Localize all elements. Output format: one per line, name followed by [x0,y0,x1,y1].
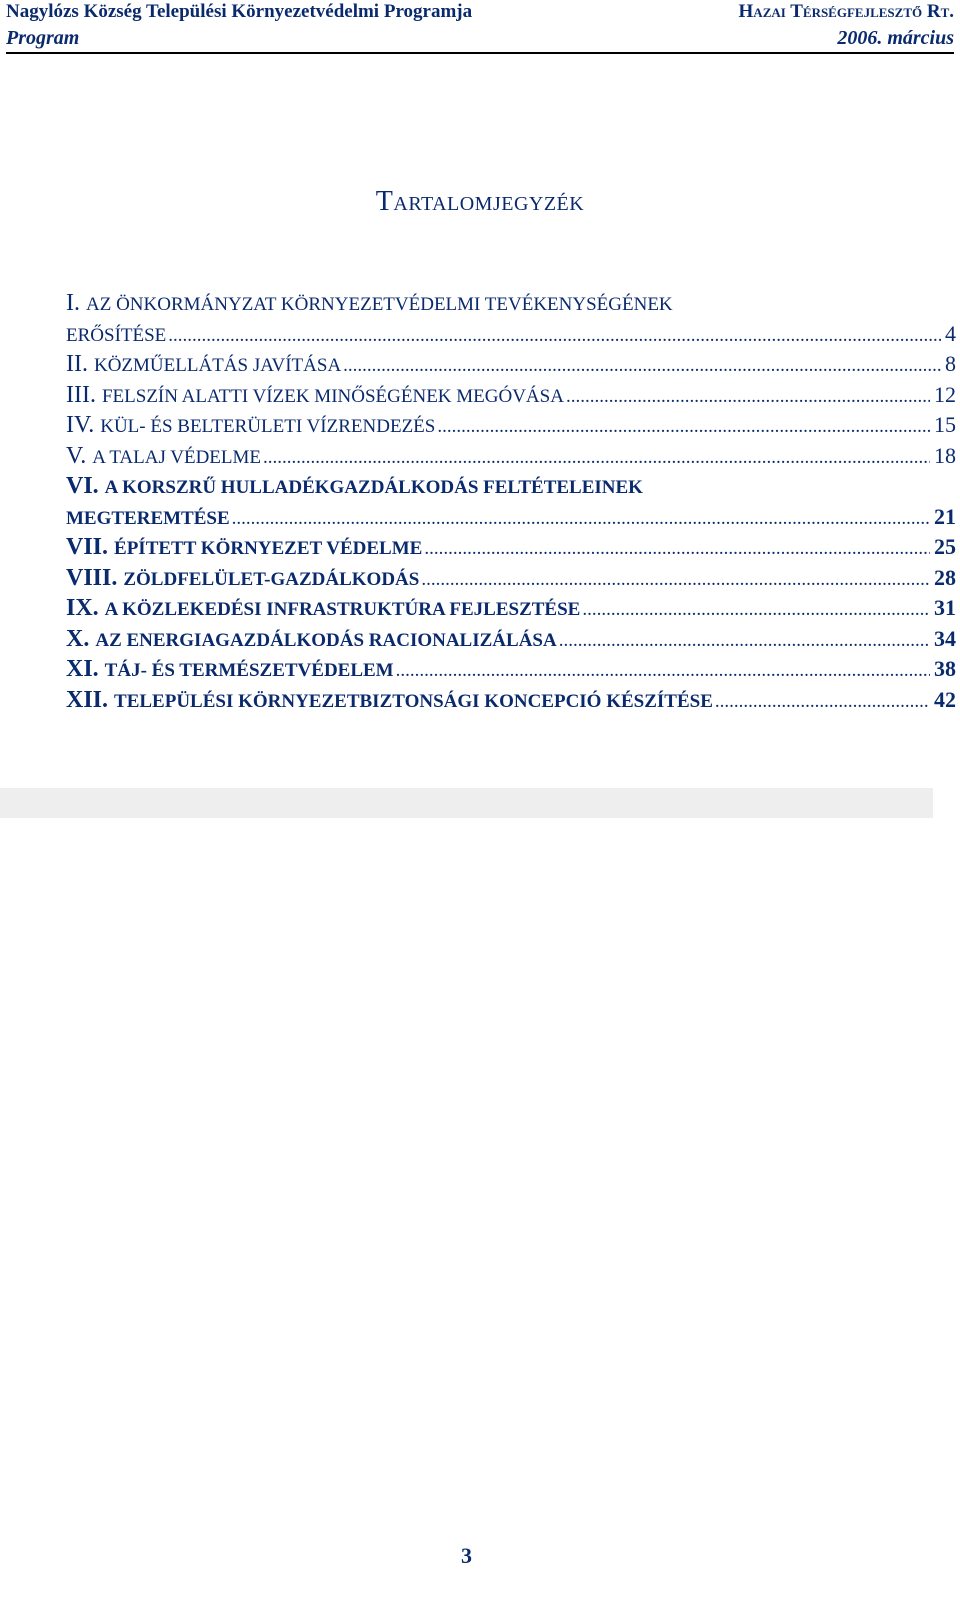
toc-entry-text: A KORSZRŰ HULLADÉKGAZDÁLKODÁS FELTÉTELEINEK [104,477,643,498]
toc-entry[interactable] [66,290,956,351]
toc-entry[interactable] [66,412,956,443]
toc-leader-dots [168,325,941,347]
toc-entry[interactable] [66,687,956,718]
toc-leader-dots [424,538,930,560]
toc-entry-number: XI. [66,656,99,682]
document-subtitle: Program [6,27,80,49]
toc-page-number: 12 [934,381,956,407]
toc-entry-number: IV. [66,412,95,438]
toc-entry-text: KÜL- ÉS BELTERÜLETI VÍZRENDEZÉS [100,416,436,437]
toc-page-number: 21 [934,503,956,529]
toc-leader-dots [421,569,930,591]
toc-entry-line [66,351,956,382]
toc-entry-number: V. [66,442,87,469]
toc-page-number: 18 [934,442,956,468]
toc-page-number: 8 [945,351,956,376]
toc-entry-number: III. [66,381,96,408]
toc-leader-dots [582,599,930,621]
toc-entry-line [66,656,956,687]
toc-page-number: 15 [934,412,956,437]
company-name: Hazai Térségfejlesztő Rt. [738,1,954,22]
toc-entry-line [66,443,956,474]
toc-entry-text-continued: ERŐSÍTÉSE [66,324,167,346]
toc-entry-text: AZ ÖNKORMÁNYZAT KÖRNYEZETVÉDELMI TEVÉKENYSÉGÉNEK [86,294,673,315]
toc-page-number: 42 [934,686,956,712]
toc-entry-number: IX. [66,595,99,621]
toc-title: Tartalomjegyzék [375,186,585,217]
toc-entry-line [66,595,956,626]
toc-entry-line [66,290,956,321]
page-header [6,0,954,54]
toc-entry-line [66,534,956,565]
toc-entry-text: ÉPÍTETT KÖRNYEZET VÉDELME [114,538,423,559]
toc-entry-text: FELSZÍN ALATTI VÍZEK MINŐSÉGÉNEK MEGÓVÁSA [101,385,564,407]
toc-entry-number: II. [66,351,88,377]
toc-page-number: 25 [934,534,956,559]
document-date: 2006. március [837,27,954,49]
toc-entry-number: X. [66,625,90,652]
toc-page-number: 31 [934,595,956,620]
toc-page-number: 38 [934,656,956,681]
toc-entry[interactable] [66,595,956,626]
toc-leader-dots [396,660,930,682]
toc-page-number: 28 [934,564,956,590]
toc-entry-text: KÖZMŰELLÁTÁS JAVÍTÁSA [93,355,342,376]
toc-leader-dots [343,355,941,377]
toc-entry-text: A KÖZLEKEDÉSI INFRASTRUKTÚRA FEJLESZTÉSE [104,599,581,620]
toc-entry[interactable] [66,656,956,687]
toc-entry-line [66,473,956,504]
toc-leader-dots [232,508,930,530]
toc-entry[interactable] [66,534,956,565]
toc-entry-text-continued: MEGTEREMTÉSE [66,507,230,529]
toc-leader-dots [715,691,930,713]
toc-entry-text: A TALAJ VÉDELME [92,446,262,468]
toc-entry-number: VII. [66,534,109,560]
toc-page-number: 34 [934,625,956,651]
toc-entry[interactable] [66,565,956,596]
toc-entry-line [66,412,956,443]
toc-entry-text: TÁJ- ÉS TERMÉSZETVÉDELEM [104,660,394,681]
toc-entry-line [66,382,956,413]
toc-entry[interactable] [66,382,956,413]
toc-entry-number: I. [66,290,80,316]
toc-entry-number: VI. [66,473,99,499]
toc-entry[interactable] [66,626,956,657]
toc-leader-dots [559,630,930,652]
document-title: Nagylózs Község Települési Környezetvédelmi Programja [6,1,473,22]
toc-entry[interactable] [66,473,956,534]
table-of-contents [66,290,956,717]
toc-page-number: 4 [945,320,956,346]
gray-separator-band [0,788,933,818]
toc-entry-text: TELEPÜLÉSI KÖRNYEZETBIZTONSÁGI KONCEPCIÓ KÉSZÍTÉSE [114,690,713,712]
toc-entry-line [66,626,956,657]
toc-entry-number: VIII. [66,564,118,591]
toc-entry-line [66,687,956,718]
toc-entry-line [66,504,956,535]
toc-entry[interactable] [66,443,956,474]
toc-entry-line [66,321,956,352]
toc-entry-line [66,565,956,596]
toc-leader-dots [263,447,930,469]
toc-leader-dots [437,416,930,438]
page-number: 3 [461,1543,472,1568]
toc-entry[interactable] [66,351,956,382]
toc-entry-text: ZÖLDFELÜLET-GAZDÁLKODÁS [123,568,420,590]
toc-leader-dots [566,386,930,408]
toc-entry-text: AZ ENERGIAGAZDÁLKODÁS RACIONALIZÁLÁSA [95,629,557,651]
toc-entry-number: XII. [66,686,109,713]
